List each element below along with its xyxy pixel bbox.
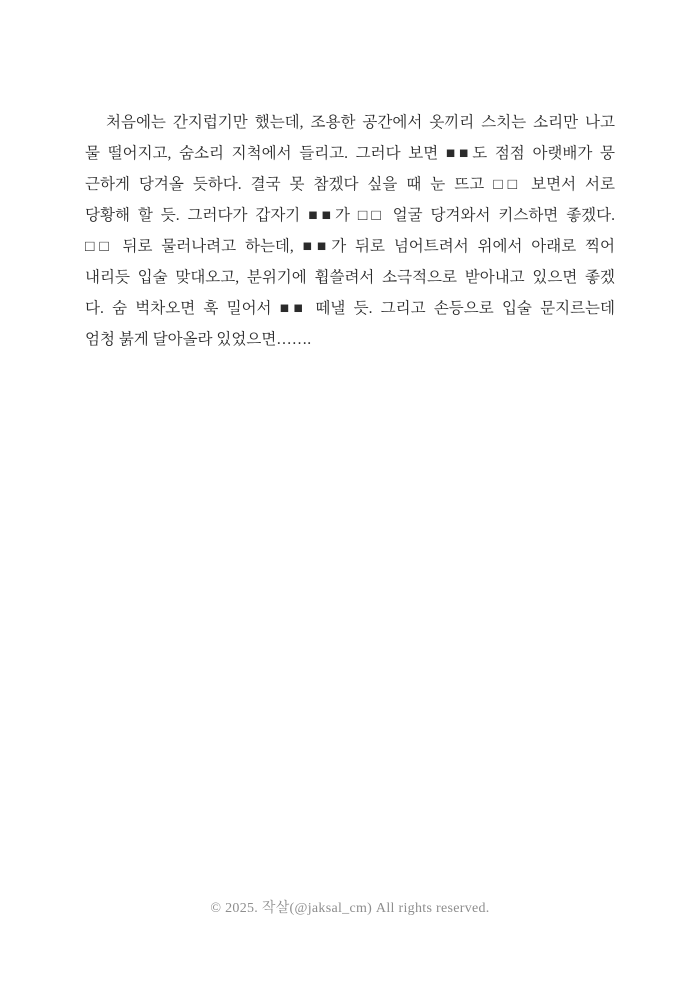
paragraph-line: 내리듯 입술 맞대오고, 분위기에 휩쓸려서 소극적으로 받아내고 있으면 좋겠 — [85, 269, 615, 286]
paragraph-line: 처음에는 간지럽기만 했는데, 조용한 공간에서 옷끼리 스치는 소리만 나고 — [106, 114, 615, 131]
paragraph-line: 물 떨어지고, 숨소리 지척에서 들리고. 그러다 보면 ■■도 점점 아랫배가 뭉 — [85, 145, 615, 162]
copyright-notice: © 2025. 작살(@jaksal_cm) All rights reserved. — [210, 901, 490, 916]
story-paragraph — [85, 107, 615, 355]
paragraph-line: 당황해 할 듯. 그러다가 갑자기 ■■가 □□ 얼굴 당겨와서 키스하면 좋겠다. — [85, 207, 615, 224]
paragraph-line: □□ 뒤로 물러나려고 하는데, ■■가 뒤로 넘어트려서 위에서 아래로 찍어 — [85, 238, 615, 255]
paragraph-line: 다. 숨 벅차오면 훅 밀어서 ■■ 떼낼 듯. 그리고 손등으로 입술 문지르는데 — [85, 300, 615, 317]
paragraph-line: 근하게 당겨올 듯하다. 결국 못 참겠다 싶을 때 눈 뜨고 □□ 보면서 서로 — [85, 176, 615, 193]
paragraph-line: 엄청 붉게 달아올라 있었으면……. — [85, 331, 312, 348]
